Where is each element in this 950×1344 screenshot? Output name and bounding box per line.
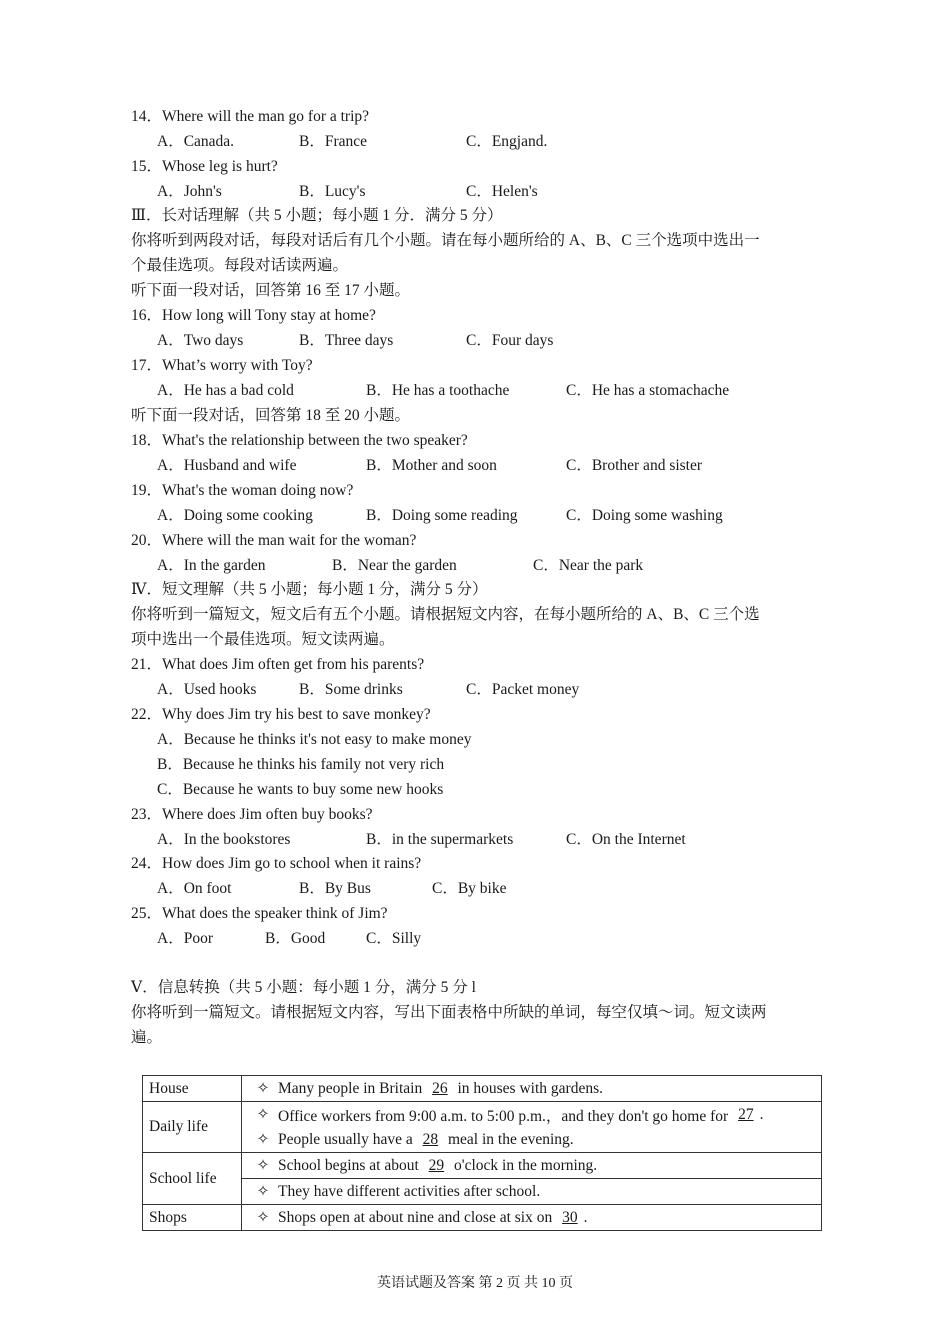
row-label-house: House — [143, 1076, 242, 1102]
page-footer: 英语试题及答案 第 2 页 共 10 页 — [377, 1276, 573, 1291]
q18-option-a: A．Husband and wife — [157, 457, 297, 474]
q21-option-c: C．Packet money — [466, 681, 580, 698]
q15-option-c: C．Helen's — [466, 183, 538, 200]
house-cell: ✧ Many people in Britain 26 in houses with gardens. — [242, 1076, 822, 1102]
q14-option-a: A．Canada. — [157, 133, 235, 150]
section-5-title: Ⅴ．信息转换（共 5 小题：每小题 1 分，满分 5 分 l — [131, 979, 476, 996]
diamond-bullet-icon: ✧ — [256, 1183, 270, 1200]
q25-option-b: B．Good — [265, 930, 326, 947]
table-row-shops — [143, 1205, 822, 1231]
shops-cell: ✧ Shops open at about nine and close at six on 30 . — [242, 1205, 822, 1231]
blank-26[interactable]: 26 — [432, 1079, 448, 1097]
q24-option-c: C．By bike — [432, 880, 507, 897]
section-3-instruction-2: 个最佳选项。每段对话读两遍。 — [131, 257, 349, 274]
school-life-cell-2: ✧ They have different activities after school. — [242, 1179, 822, 1205]
question-25: 25．What does the speaker think of Jim? — [131, 905, 388, 922]
q15-option-b: B．Lucy's — [299, 183, 366, 200]
q18-option-c: C．Brother and sister — [566, 457, 703, 474]
q18-option-b: B．Mother and soon — [366, 457, 497, 474]
table-row-school-life-1 — [143, 1153, 822, 1179]
q21-option-b: B．Some drinks — [299, 681, 403, 698]
q16-option-a: A．Two days — [157, 332, 244, 349]
q22-option-b: B．Because he thinks his family not very rich — [157, 756, 445, 773]
q22-option-c: C．Because he wants to buy some new hooks — [157, 781, 444, 798]
section-5-instruction-1: 你将听到一篇短文。请根据短文内容，写出下面表格中所缺的单词，每空仅填～词。短文读两 — [131, 1004, 767, 1021]
q23-option-c: C．On the Internet — [566, 831, 686, 848]
q20-option-c: C．Near the park — [533, 557, 644, 574]
question-22: 22．Why does Jim try his best to save monkey? — [131, 706, 431, 723]
q24-option-b: B．By Bus — [299, 880, 371, 897]
diamond-bullet-icon: ✧ — [256, 1080, 270, 1097]
blank-27[interactable]: 27 — [738, 1105, 754, 1123]
q25-option-c: C．Silly — [366, 930, 422, 947]
diamond-bullet-icon: ✧ — [256, 1131, 270, 1148]
q17-option-a: A．He has a bad cold — [157, 382, 294, 399]
table-row-daily-life — [143, 1102, 822, 1153]
row-label-shops: Shops — [143, 1205, 242, 1231]
q14-option-c: C．Engjand. — [466, 133, 548, 150]
section-4-instruction-1: 你将听到一篇短文，短文后有五个小题。请根据短文内容，在每小题所给的 A、B、C 三个选 — [131, 606, 760, 623]
blank-30[interactable]: 30 — [562, 1208, 578, 1226]
table-row-house — [143, 1076, 822, 1102]
q19-option-b: B．Doing some reading — [366, 507, 518, 524]
q23-option-b: B．in the supermarkets — [366, 831, 514, 848]
q19-option-c: C．Doing some washing — [566, 507, 723, 524]
diamond-bullet-icon: ✧ — [256, 1209, 270, 1226]
section-4-instruction-2: 项中选出一个最佳选项。短文读两遍。 — [131, 631, 395, 648]
q16-option-c: C．Four days — [466, 332, 554, 349]
question-16: 16．How long will Tony stay at home? — [131, 307, 376, 324]
table-row-school-life-2 — [143, 1179, 822, 1205]
q15-option-a: A．John's — [157, 183, 222, 200]
section-5-instruction-2: 遍。 — [131, 1029, 163, 1046]
question-23: 23．Where does Jim often buy books? — [131, 806, 373, 823]
q17-option-c: C．He has a stomachache — [566, 382, 730, 399]
q20-option-a: A．In the garden — [157, 557, 266, 574]
row-label-daily-life: Daily life — [143, 1102, 242, 1153]
section-3-title: Ⅲ．长对话理解（共 5 小题；每小题 1 分．满分 5 分） — [131, 207, 503, 224]
q20-option-b: B．Near the garden — [332, 557, 457, 574]
info-table — [142, 1075, 822, 1231]
diamond-bullet-icon: ✧ — [256, 1106, 270, 1123]
section-4-title: Ⅳ．短文理解（共 5 小题；每小题 1 分，满分 5 分） — [131, 581, 488, 598]
question-18: 18．What's the relationship between the two speaker? — [131, 432, 468, 449]
q25-option-a: A．Poor — [157, 930, 213, 947]
question-14: 14．Where will the man go for a trip? — [131, 108, 370, 125]
question-20: 20．Where will the man wait for the woman? — [131, 532, 417, 549]
blank-29[interactable]: 29 — [428, 1156, 445, 1174]
row-label-school-life: School life — [143, 1153, 242, 1205]
q16-option-b: B．Three days — [299, 332, 394, 349]
daily-life-cell: ✧ Office workers from 9:00 a.m. to 5:00 p.m.，and they don't go home for 27 . ✧ People usually have a 28 meal in the evening. — [242, 1102, 822, 1153]
question-17: 17．What’s worry with Toy? — [131, 357, 313, 374]
diamond-bullet-icon: ✧ — [256, 1157, 270, 1174]
question-19: 19．What's the woman doing now? — [131, 482, 354, 499]
question-15: 15．Whose leg is hurt? — [131, 158, 278, 175]
question-21: 21．What does Jim often get from his parents? — [131, 656, 425, 673]
section-3-instruction-1: 你将听到两段对话，每段对话后有几个小题。请在每小题所给的 A、B、C 三个选项中选出一 — [131, 232, 760, 249]
q19-option-a: A．Doing some cooking — [157, 507, 313, 524]
question-24: 24．How does Jim go to school when it rains? — [131, 855, 422, 872]
q22-option-a: A．Because he thinks it's not easy to make money — [157, 731, 472, 748]
q21-option-a: A．Used hooks — [157, 681, 257, 698]
section-3-sub-instruction-1: 听下面一段对话，回答第 16 至 17 小题。 — [131, 282, 411, 299]
q23-option-a: A．In the bookstores — [157, 831, 291, 848]
school-life-cell-1: ✧ School begins at about 29 o'clock in the morning. — [242, 1153, 822, 1179]
blank-28[interactable]: 28 — [422, 1130, 439, 1148]
q24-option-a: A．On foot — [157, 880, 232, 897]
section-3-sub-instruction-2: 听下面一段对话，回答第 18 至 20 小题。 — [131, 407, 411, 424]
q14-option-b: B．France — [299, 133, 368, 150]
q17-option-b: B．He has a toothache — [366, 382, 510, 399]
